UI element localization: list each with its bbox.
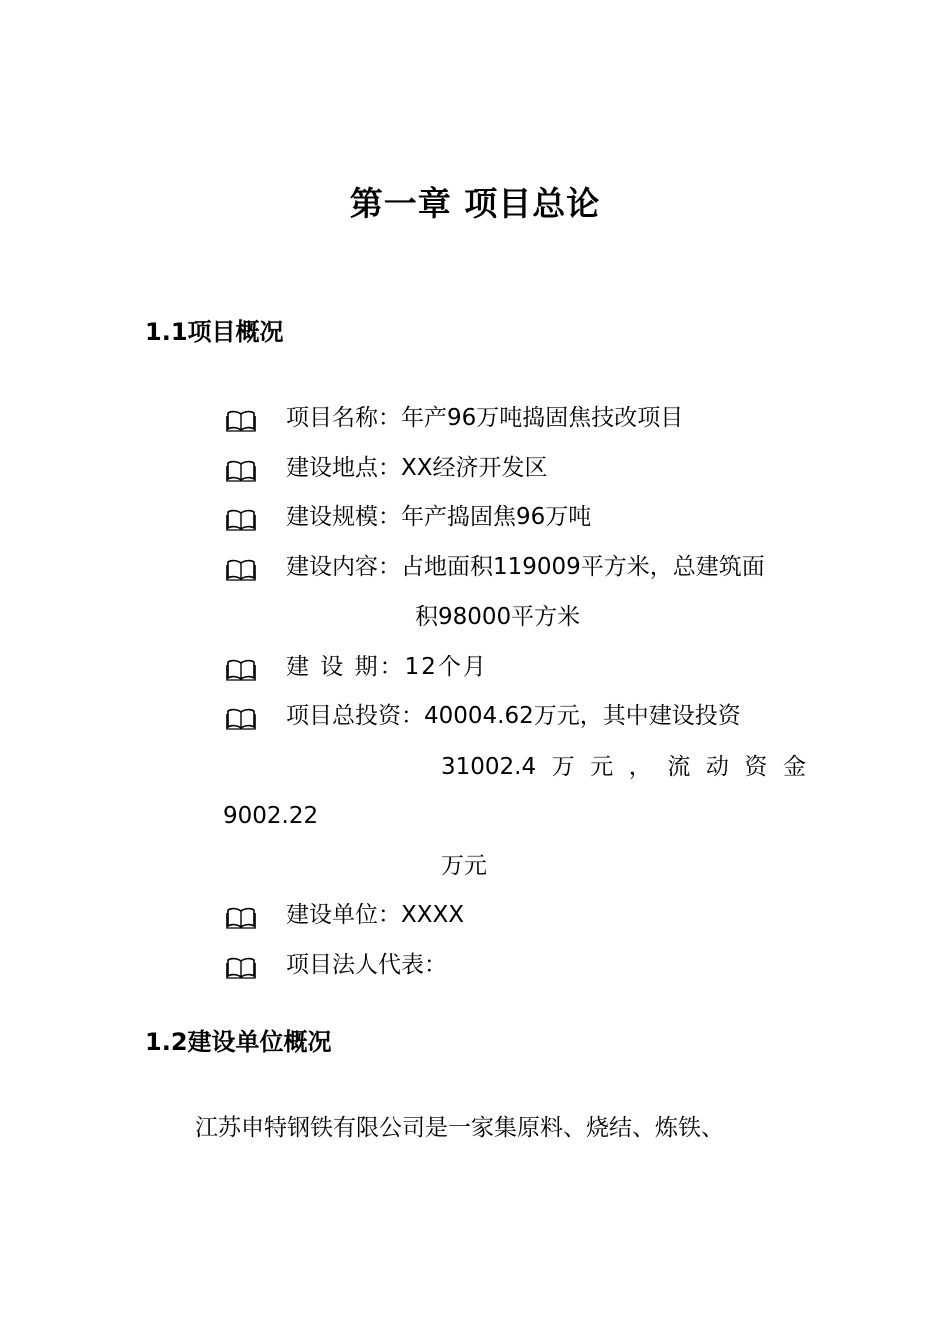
- section-heading-overview: 1.1项目概况: [145, 318, 284, 346]
- open-book-icon: [226, 559, 256, 581]
- list-item: [0, 402, 950, 442]
- list-item: [0, 899, 950, 939]
- open-book-icon: [226, 509, 256, 531]
- text-segment: 万: [551, 754, 575, 780]
- list-item-text: 项目法人代表：: [286, 952, 447, 978]
- list-item-text: 项目总投资：40004.62万元，其中建设投资: [286, 703, 741, 729]
- text-segment: 元: [590, 754, 614, 780]
- list-item-text: 建设地点：XX经济开发区: [286, 455, 548, 481]
- body-paragraph: 江苏申特钢铁有限公司是一家集原料、烧结、炼铁、: [195, 1115, 724, 1141]
- list-item: [0, 700, 950, 740]
- text-segment: 金: [782, 754, 806, 780]
- list-item-continuation: 积98000平方米: [415, 604, 581, 630]
- open-book-icon: [226, 907, 256, 929]
- list-item-text: 建设规模：年产捣固焦96万吨: [286, 504, 592, 530]
- list-item: [0, 551, 950, 591]
- open-book-icon: [226, 659, 256, 681]
- text-segment: ，: [628, 754, 652, 780]
- list-item-text: 建 设 期：12个月: [286, 654, 488, 680]
- list-item-text: 项目名称：年产96万吨捣固焦技改项目: [286, 405, 684, 431]
- list-item: [0, 501, 950, 541]
- text-segment: 流: [667, 754, 691, 780]
- list-item-text: 建设单位：XXXX: [286, 902, 465, 928]
- investment-line-2: [441, 751, 806, 783]
- text-segment: 动: [705, 754, 729, 780]
- text-segment: 31002.4: [441, 754, 537, 780]
- open-book-icon: [226, 460, 256, 482]
- section-heading-company: 1.2建设单位概况: [145, 1028, 332, 1056]
- open-book-icon: [226, 708, 256, 730]
- investment-line-4: 万元: [441, 853, 487, 879]
- list-item: [0, 949, 950, 989]
- list-item-text: 建设内容：占地面积119009平方米，总建筑面: [286, 554, 765, 580]
- open-book-icon: [226, 957, 256, 979]
- list-item: [0, 651, 950, 691]
- investment-line-3: 9002.22: [223, 803, 319, 829]
- text-segment: 资: [744, 754, 768, 780]
- chapter-title: 第一章 项目总论: [349, 184, 601, 223]
- list-item: [0, 452, 950, 492]
- open-book-icon: [226, 410, 256, 432]
